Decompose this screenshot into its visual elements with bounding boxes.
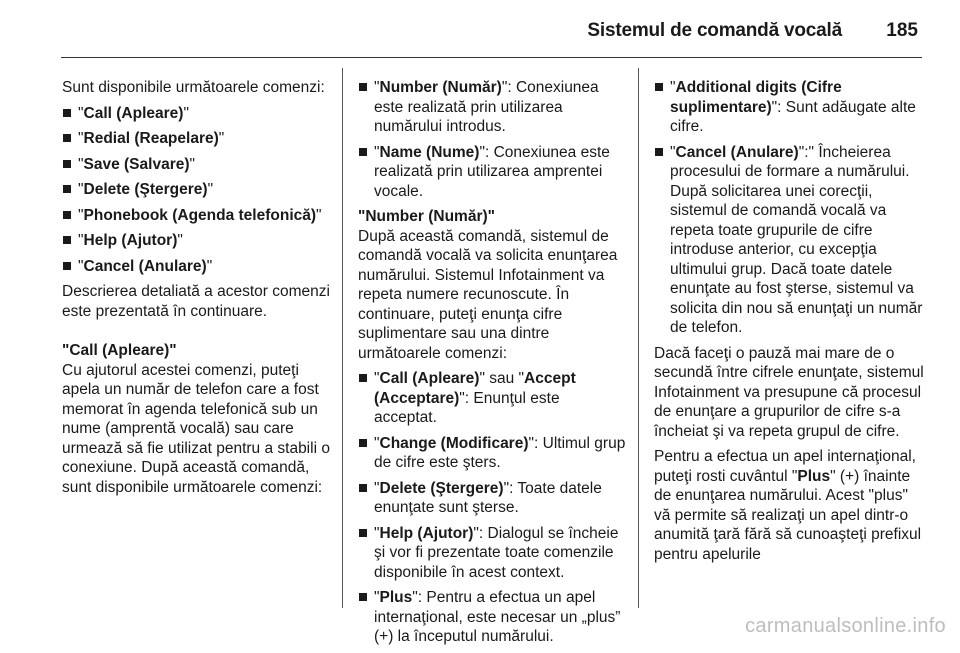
- command-list: [358, 78, 626, 201]
- list-item: "Delete (Ştergere)": [62, 180, 330, 200]
- list-item: "Help (Ajutor)": [62, 231, 330, 251]
- list-item: "Change (Modificare)": Ultimul grup de cifre este şters.: [358, 434, 626, 473]
- column-3: [654, 78, 924, 570]
- list-item: "Phonebook (Agenda telefonică)": [62, 206, 330, 226]
- column-divider-2: [638, 68, 639, 608]
- list-item: "Additional digits (Cifre suplimentare)": Sunt adăugate alte cifre.: [654, 78, 924, 137]
- list-item: "Call (Apleare)": [62, 104, 330, 124]
- header-divider: [61, 57, 922, 58]
- section-heading: "Number (Număr)": [358, 208, 495, 225]
- description-text: Descrierea detaliată a acestor comenzi este prezentată în continuare.: [62, 283, 330, 320]
- column-divider-1: [342, 68, 343, 608]
- list-item: "Help (Ajutor)": Dialogul se încheie şi vor fi prezentate toate comenzile disponibile în acest context.: [358, 524, 626, 583]
- page-number: 185: [886, 20, 918, 41]
- command-list: [62, 104, 330, 277]
- list-item: "Delete (Ştergere)": Toate datele enunţate sunt şterse.: [358, 479, 626, 518]
- section-heading: "Call (Apleare)": [62, 342, 177, 359]
- list-item: "Redial (Reapelare)": [62, 129, 330, 149]
- command-list: [358, 369, 626, 647]
- column-2: [358, 78, 626, 653]
- list-item: "Name (Nume)": Conexiunea este realizată prin utilizarea amprentei vocale.: [358, 143, 626, 202]
- section-text: După această comandă, sistemul de comandă vocală va solicita enunţarea numărului. Sistemul Infotainment va repeta numere recunoscute. În continuare, puteţi enunţa cifre suplimentare sau una dintre următoarele comenzi:: [358, 227, 618, 362]
- section-text: Cu ajutorul acestei comenzi, puteţi apela un număr de telefon care a fost memorat în agenda telefonică sub un nume (amprentă vocală) sau care urmează să fie utilizat pentru a stabili o conexiune. După această comandă, sunt disponibile următoarele comenzi:: [62, 361, 330, 496]
- list-item: "Call (Apleare)" sau "Accept (Acceptare)": Enunţul este acceptat.: [358, 369, 626, 428]
- list-item: "Save (Salvare)": [62, 155, 330, 175]
- paragraph: Pentru a efectua un apel internaţional, puteţi rosti cuvântul "Plus" (+) înainte de enunţarea numărului. Acest "plus" vă permite să realizaţi un apel dintr-o anumită ţară fără să cunoaşteţi prefixul pentru apelurile: [654, 448, 922, 563]
- intro-text: Sunt disponibile următoarele comenzi:: [62, 79, 325, 96]
- watermark: carmanualsonline.info: [745, 615, 946, 637]
- list-item: "Cancel (Anulare)":" Încheierea procesului de formare a numărului. După solicitarea unei corecţii, sistemul de comandă vocală va repeta toate grupurile de cifre introduse anterior, cu excepţia ultimului grup. Dacă toate datele enunţate au fost şterse, sistemul va solicita din nou să enunţaţi un număr de telefon.: [654, 143, 924, 338]
- column-1: [62, 78, 330, 503]
- list-item: "Cancel (Anulare)": [62, 257, 330, 277]
- list-item: "Plus": Pentru a efectua un apel internaţional, este necesar un „plus” (+) la începutul numărului.: [358, 588, 626, 647]
- list-item: "Number (Număr)": Conexiunea este realizată prin utilizarea numărului introdus.: [358, 78, 626, 137]
- page-header: [0, 0, 960, 52]
- paragraph: Dacă faceţi o pauză mai mare de o secundă între cifrele enunţate, sistemul Infotainment va presupune că procesul de enunţare a grupurilor de cifre s-a încheiat şi va repeta grupul de cifre.: [654, 344, 924, 440]
- page-title: Sistemul de comandă vocală: [587, 20, 842, 41]
- command-list: [654, 78, 924, 338]
